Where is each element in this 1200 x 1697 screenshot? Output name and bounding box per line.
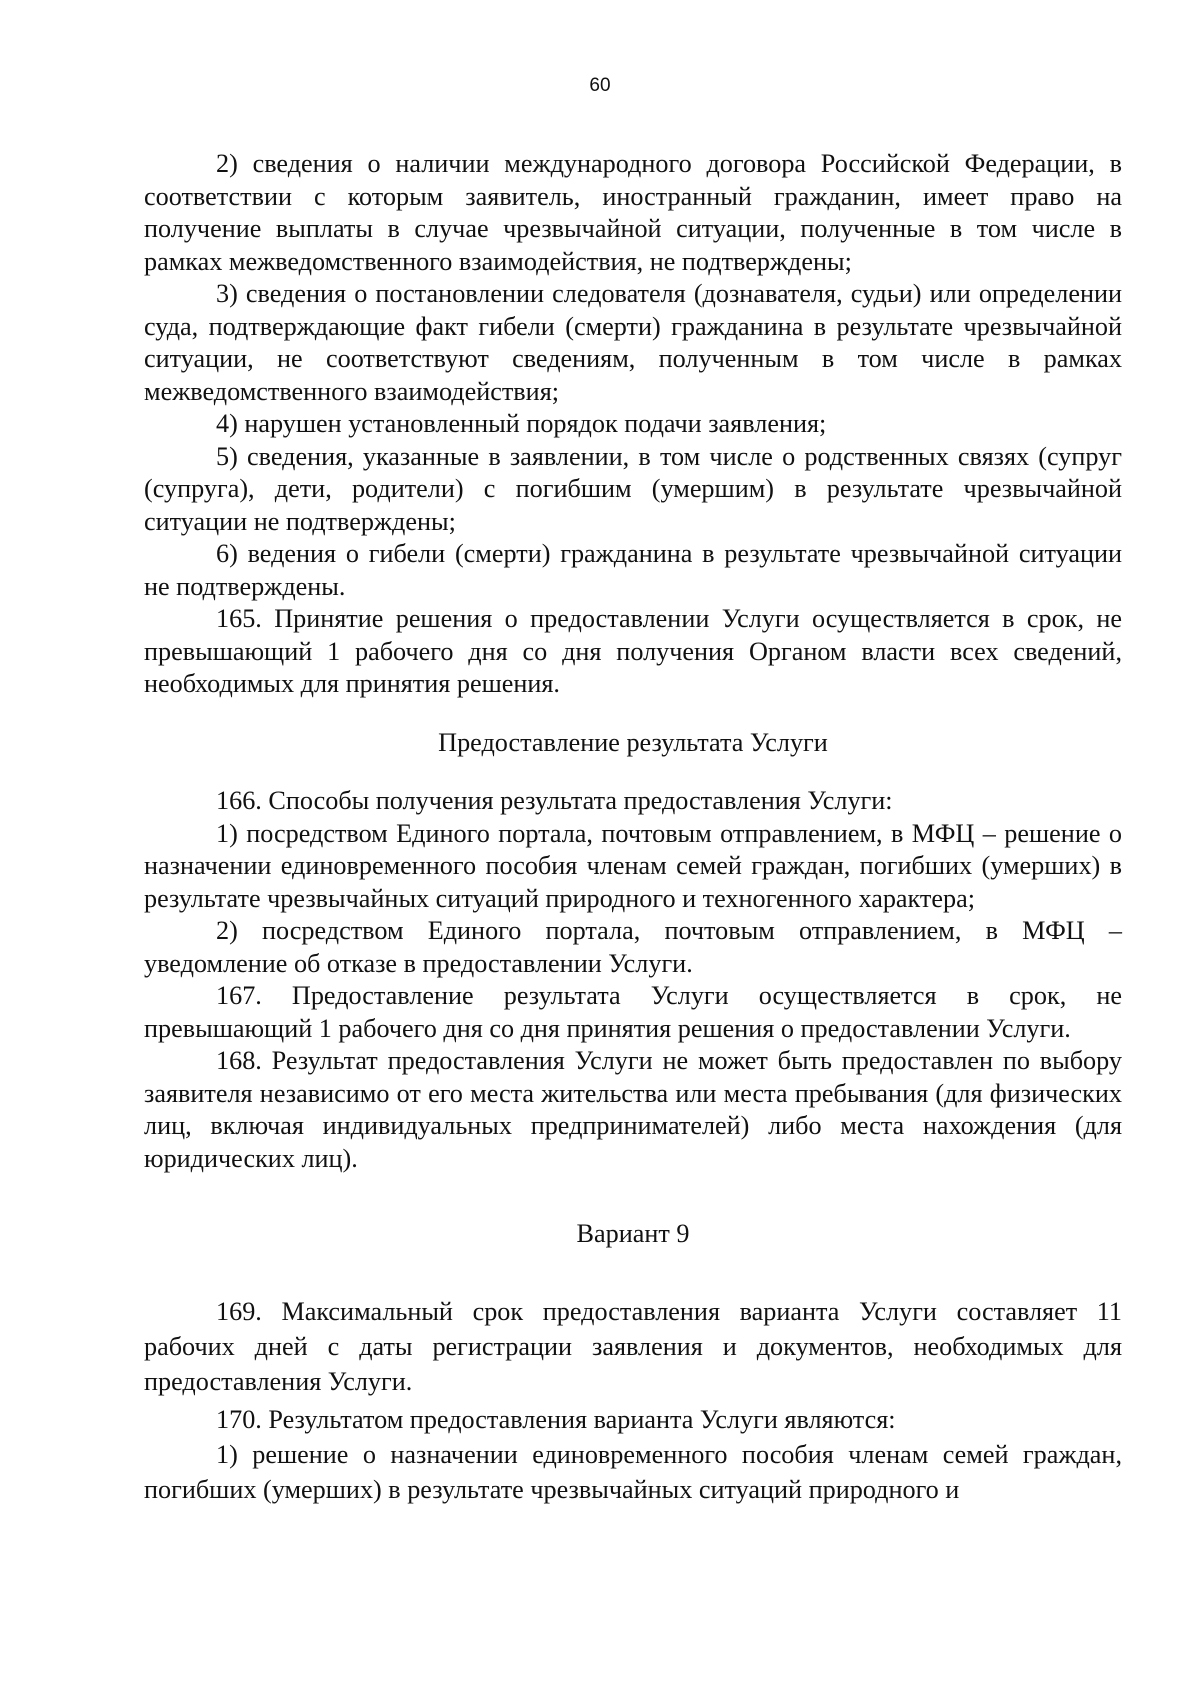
paragraph-168: 168. Результат предоставления Услуги не может быть предоставлен по выбору заявителя независимо от его места жительства или места пребывания (для физических лиц, включая индивидуальных предпринимателей) либо места нахождения (для юридических лиц). [144, 1046, 1122, 1173]
list-item-2-international-treaty: 2) сведения о наличии международного договора Российской Федерации, в соответствии с которым заявитель, иностранный гражданин, имеет право на получение выплаты в случае чрезвычайной ситуации, полученные в том числе в рамках межведомственного взаимодействия, не подтверждены; [144, 149, 1122, 276]
paragraph-167: 167. Предоставление результата Услуги осуществляется в срок, не превышающий 1 рабочего дня со дня принятия решения о предоставлении Услуги. [144, 981, 1122, 1043]
paragraph-169: 169. Максимальный срок предоставления варианта Услуги составляет 11 рабочих дней с даты регистрации заявления и документов, необходимых для предоставления Услуги. [144, 1296, 1122, 1396]
list-item-166-1: 1) посредством Единого портала, почтовым отправлением, в МФЦ – решение о назначении единовременного пособия членам семей граждан, погибших (умерших) в результате чрезвычайных ситуаций природного и техногенного характера; [144, 818, 1122, 913]
section-heading-result: Предоставление результата Услуги [438, 727, 828, 757]
list-item-6-death-information: 6) ведения о гибели (смерти) гражданина в результате чрезвычайной ситуации не подтверждены. [144, 539, 1122, 601]
page-number: 60 [589, 75, 611, 96]
list-item-5-family-relations: 5) сведения, указанные в заявлении, в том числе о родственных связях (супруг (супруга), дети, родители) с погибшим (умершим) в результате чрезвычайной ситуации не подтверждены; [144, 441, 1122, 536]
paragraph-170: 170. Результатом предоставления варианта Услуги являются: [216, 1404, 896, 1434]
list-item-4-submission-order: 4) нарушен установленный порядок подачи заявления; [216, 409, 827, 438]
list-item-3-investigator-resolution: 3) сведения о постановлении следователя (дознавателя, судьи) или определении суда, подтверждающие факт гибели (смерти) гражданина в результате чрезвычайной ситуации, не соответствуют сведениям, полученным в том числе в рамках межведомственного взаимодействия; [144, 279, 1122, 406]
list-item-166-2: 2) посредством Единого портала, почтовым отправлением, в МФЦ – уведомление об отказе в предоставлении Услуги. [144, 916, 1122, 978]
list-item-170-1: 1) решение о назначении единовременного пособия членам семей граждан, погибших (умерших) в результате чрезвычайных ситуаций природного и [144, 1439, 1122, 1504]
document-body [144, 148, 1122, 1507]
paragraph-165: 165. Принятие решения о предоставлении Услуги осуществляется в срок, не превышающий 1 рабочего дня со дня получения Органом власти всех сведений, необходимых для принятия решения. [144, 604, 1122, 698]
section-heading-variant-9: Вариант 9 [576, 1219, 690, 1248]
paragraph-166: 166. Способы получения результата предоставления Услуги: [216, 786, 893, 815]
